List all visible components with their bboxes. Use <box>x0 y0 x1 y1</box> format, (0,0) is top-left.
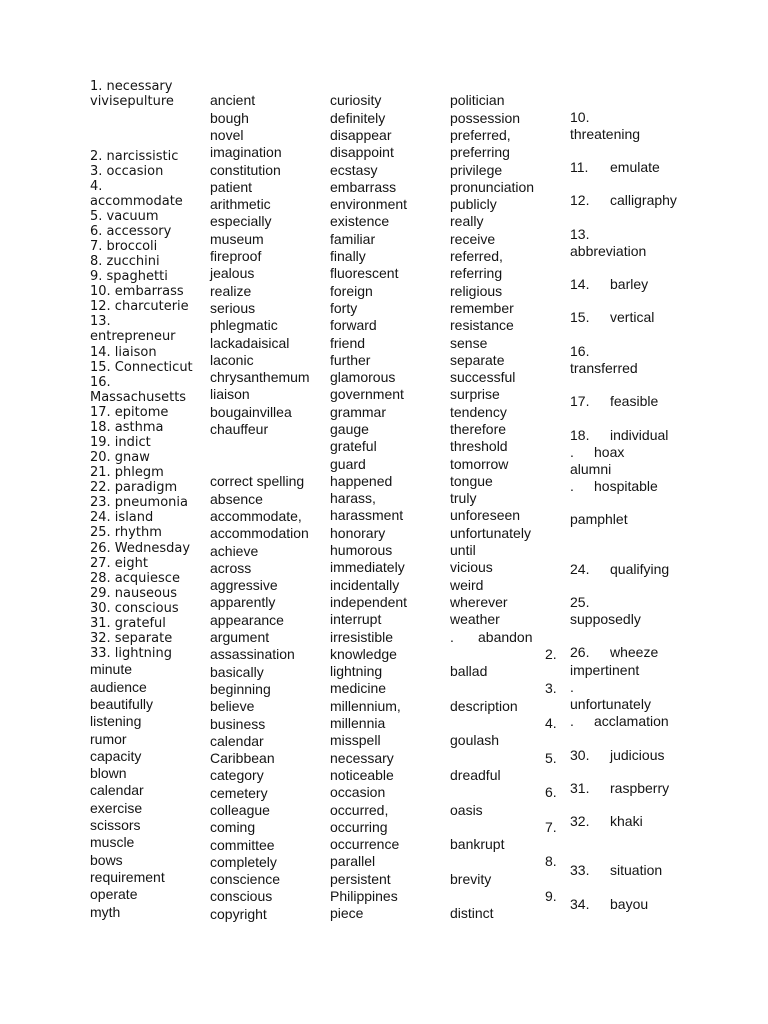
word-item: incidentally <box>330 576 400 593</box>
word-item: supposedly <box>570 611 641 628</box>
word-item: assassination <box>210 646 295 663</box>
list-title: 1. necessary <box>90 78 173 94</box>
word-item: independent <box>330 593 408 610</box>
word-item: 24. island <box>90 510 154 526</box>
word-item: goulash <box>450 732 500 749</box>
word-item: remember <box>450 299 514 316</box>
word-item: calendar <box>90 782 144 799</box>
word-item: happened <box>330 472 393 489</box>
word-item: fluorescent <box>330 265 399 282</box>
word-item: barley <box>610 276 649 293</box>
list-number-row <box>450 749 557 767</box>
word-item: 16. <box>90 374 111 390</box>
word-list-column-2-top <box>210 92 310 438</box>
word-item: transferred <box>570 360 638 377</box>
word-item: surprise <box>450 386 500 403</box>
word-item: rumor <box>90 730 127 747</box>
list-number: 16. <box>570 343 590 360</box>
word-item: forward <box>330 317 377 334</box>
word-item: 19. indict <box>90 434 151 450</box>
word-item: ecstasy <box>330 161 378 178</box>
list-number: 7. <box>545 818 557 835</box>
word-item: publicly <box>450 196 497 213</box>
word-item: millennium, <box>330 697 401 714</box>
word-item: 21. phlegm <box>90 465 164 481</box>
word-item: 2. narcissistic <box>90 148 179 164</box>
word-item: referred, <box>450 248 503 265</box>
word-item: emulate <box>610 159 660 176</box>
word-item: chauffeur <box>210 420 269 437</box>
word-item: Massachusetts <box>90 389 187 405</box>
word-item: conscious <box>210 888 273 905</box>
word-item: interrupt <box>330 611 382 628</box>
word-item: constitution <box>210 161 281 178</box>
word-item: possession <box>450 109 521 126</box>
word-item: committee <box>210 836 275 853</box>
word-item: 28. acquiesce <box>90 570 180 586</box>
word-item: privilege <box>450 161 503 178</box>
word-item: arithmetic <box>210 196 271 213</box>
word-item: liaison <box>210 386 250 403</box>
word-item: 25. rhythm <box>90 525 162 541</box>
word-item: sense <box>450 334 488 351</box>
word-item: raspberry <box>610 780 670 797</box>
word-item: weather <box>450 611 500 628</box>
word-item: 29. nauseous <box>90 585 177 601</box>
word-item: honorary <box>330 524 386 541</box>
word-item: beginning <box>210 680 271 697</box>
word-item: definitely <box>330 109 386 126</box>
word-item: wheeze <box>610 644 659 661</box>
word-item: situation <box>610 862 663 879</box>
word-item: harass, <box>330 490 376 507</box>
word-item: judicious <box>610 747 665 764</box>
word-item: hoax <box>594 444 625 461</box>
section-heading: correct spelling <box>210 473 305 490</box>
word-item: 10. embarrass <box>90 284 184 300</box>
word-item: curiosity <box>330 92 382 109</box>
word-item: 27. eight <box>90 555 149 571</box>
word-item: separate <box>450 351 505 368</box>
word-item: completely <box>210 853 277 870</box>
word-item: wherever <box>450 593 508 610</box>
word-item: absence <box>210 490 263 507</box>
list-number: 24. <box>570 561 590 578</box>
word-item: bougainvillea <box>210 403 292 420</box>
word-item: ancient <box>210 92 256 109</box>
word-item: friend <box>330 334 366 351</box>
word-item: feasible <box>610 393 659 410</box>
word-item: politician <box>450 92 505 109</box>
word-item: oasis <box>450 801 483 818</box>
word-item: 8. zucchini <box>90 254 160 270</box>
list-number: 10. <box>570 109 590 126</box>
list-number: 13. <box>570 226 590 243</box>
word-item: dreadful <box>450 766 501 783</box>
word-item: 17. epitome <box>90 404 169 420</box>
word-item: 23. pneumonia <box>90 495 188 511</box>
list-number: 26. <box>570 644 590 661</box>
word-item: 12. charcuterie <box>90 299 189 315</box>
word-item: finally <box>330 248 366 265</box>
word-item: 20. gnaw <box>90 450 150 466</box>
word-item: aggressive <box>210 577 278 594</box>
list-number-row <box>450 645 557 663</box>
word-item: colleague <box>210 801 270 818</box>
list-number: 8. <box>545 853 557 870</box>
list-bullet: . <box>570 478 574 495</box>
word-item: receive <box>450 230 496 247</box>
list-number: 34. <box>570 896 590 913</box>
word-item: really <box>450 213 484 230</box>
word-item: myth <box>90 903 121 920</box>
word-item: disappear <box>330 126 392 143</box>
list-number: 2. <box>545 645 557 662</box>
word-item: bayou <box>610 896 649 913</box>
word-item: chrysanthemum <box>210 369 310 386</box>
list-number: 4. <box>545 715 557 732</box>
word-item: familiar <box>330 230 376 247</box>
word-item: threatening <box>570 126 641 143</box>
word-item: unfortunately <box>570 696 651 713</box>
word-item: further <box>330 351 371 368</box>
word-list-column-1 <box>90 661 165 920</box>
word-item: business <box>210 715 266 732</box>
word-item: accommodation <box>210 525 309 542</box>
word-item: realize <box>210 282 252 299</box>
word-item: environment <box>330 196 408 213</box>
word-item: serious <box>210 299 256 316</box>
word-item: occurred, <box>330 801 389 818</box>
word-item: alumni <box>570 461 612 478</box>
word-item: fireproof <box>210 248 262 265</box>
word-item: accommodate <box>90 193 183 209</box>
word-item: vertical <box>610 309 655 326</box>
word-item: successful <box>450 369 516 386</box>
word-item: acclamation <box>594 713 669 730</box>
word-item: tomorrow <box>450 455 509 472</box>
list-bullet: . <box>570 444 574 461</box>
word-item: until <box>450 542 476 559</box>
word-item: calligraphy <box>610 192 677 209</box>
word-item: preferred, <box>450 126 511 143</box>
word-item: harassment <box>330 507 404 524</box>
word-item: occasion <box>330 784 386 801</box>
list-number: 30. <box>570 747 590 764</box>
word-item: foreign <box>330 282 373 299</box>
list-number-row <box>450 784 557 801</box>
list-number: 25. <box>570 594 590 611</box>
word-item: gauge <box>330 420 369 437</box>
word-item: patient <box>210 178 253 195</box>
word-item: Caribbean <box>210 750 275 767</box>
list-number: 31. <box>570 780 590 797</box>
word-item: 32. separate <box>90 631 173 646</box>
word-item: existence <box>330 213 390 230</box>
word-item: muscle <box>90 834 135 851</box>
word-item: hospitable <box>594 478 658 495</box>
word-item: resistance <box>450 317 514 334</box>
word-item: individual <box>610 427 669 444</box>
word-item: calendar <box>210 732 264 749</box>
word-item: basically <box>210 663 264 680</box>
word-item: piece <box>330 905 364 922</box>
word-item: vicious <box>450 559 493 576</box>
word-item: blown <box>90 765 127 782</box>
word-item: exercise <box>90 799 143 816</box>
word-item: pamphlet <box>570 511 628 528</box>
word-item: 4. <box>90 178 103 194</box>
word-item: phlegmatic <box>210 317 278 334</box>
word-item: scissors <box>90 817 141 834</box>
word-item: guard <box>330 455 366 472</box>
word-item: truly <box>450 490 477 507</box>
word-item: apparently <box>210 594 276 611</box>
word-item: believe <box>210 698 255 715</box>
word-item: novel <box>210 126 244 143</box>
word-item: khaki <box>610 813 643 830</box>
list-number-row <box>450 853 557 870</box>
list-bullet: . <box>450 628 454 645</box>
word-item: especially <box>210 213 272 230</box>
word-item: unfortunately <box>450 524 531 541</box>
word-item: lackadaisical <box>210 334 290 351</box>
word-item: parallel <box>330 853 376 870</box>
word-item: 13. <box>90 314 111 330</box>
word-item: 14. liaison <box>90 344 157 360</box>
word-item: 31. grateful <box>90 615 166 631</box>
list-number-row <box>450 680 557 697</box>
word-item: tendency <box>450 403 507 420</box>
word-item: grateful <box>330 438 377 455</box>
list-number: 14. <box>570 276 590 293</box>
word-list-column-2-bottom <box>210 473 309 923</box>
word-item: accommodate, <box>210 507 302 524</box>
list-number: 9. <box>545 888 557 904</box>
word-item: threshold <box>450 438 508 455</box>
word-item: 3. occasion <box>90 163 164 179</box>
word-item: ballad <box>450 663 488 680</box>
word-item: listening <box>90 713 142 730</box>
word-item: entrepreneur <box>90 329 176 345</box>
word-item: preferring <box>450 144 510 161</box>
word-item: imagination <box>210 144 282 161</box>
word-item-abandon <box>450 629 534 646</box>
list-number: 18. <box>570 427 590 444</box>
word-item: forty <box>330 299 358 316</box>
word-item: irresistible <box>330 628 394 645</box>
word-item: category <box>210 767 264 784</box>
word-list-column-3 <box>330 92 407 922</box>
word-item: coming <box>210 819 256 836</box>
word-item: 5. vacuum <box>90 208 159 224</box>
word-item: 30. conscious <box>90 600 179 616</box>
word-item: argument <box>210 629 270 646</box>
word-item: weird <box>450 576 484 593</box>
word-item: distinct <box>450 905 494 922</box>
word-item: therefore <box>450 420 507 437</box>
word-item: necessary <box>330 749 394 766</box>
list-number: 17. <box>570 393 590 410</box>
word-item: persistent <box>330 870 391 887</box>
word-item: 7. broccoli <box>90 238 158 254</box>
word-item: noticeable <box>330 766 394 783</box>
word-item: embarrass <box>330 178 397 195</box>
word-item: pronunciation <box>450 178 535 195</box>
list-number: 33. <box>570 862 590 879</box>
word-item: knowledge <box>330 645 397 662</box>
list-number: 12. <box>570 192 590 209</box>
word-item: 18. asthma <box>90 419 164 435</box>
word-item: unforeseen <box>450 507 521 524</box>
word-item: Philippines <box>330 888 398 904</box>
word-item: occurrence <box>330 836 400 853</box>
word-item: bankrupt <box>450 836 505 853</box>
word-item: impertinent <box>570 662 640 679</box>
word-list-column-4 <box>450 92 557 922</box>
word-item: appearance <box>210 611 284 628</box>
word-item: 33. lightning <box>90 646 172 662</box>
word-item: laconic <box>210 351 254 368</box>
numbered-word-list <box>90 149 193 662</box>
word-item: minute <box>90 661 133 678</box>
word-item: 15. Connecticut <box>90 359 193 375</box>
word-item: brevity <box>450 870 492 887</box>
word-item: lightning <box>330 663 383 680</box>
word-item: humorous <box>330 542 393 559</box>
word-item: millennia <box>330 715 386 732</box>
word-item: tongue <box>450 472 493 489</box>
word-item: religious <box>450 282 503 299</box>
list-number-row <box>450 715 557 732</box>
word-item: 22. paradigm <box>90 480 178 496</box>
word-item: disappoint <box>330 144 394 161</box>
word-item: jealous <box>210 265 255 282</box>
word-item: bough <box>210 109 249 126</box>
word-item: across <box>210 559 252 576</box>
word-item: immediately <box>330 559 405 576</box>
word-item: beautifully <box>90 695 154 712</box>
list-subtitle: vivisepulture <box>90 93 174 109</box>
list-number: 32. <box>570 813 590 830</box>
list-bullet: . <box>570 679 574 696</box>
word-item: occurring <box>330 818 388 835</box>
word-item: description <box>450 697 518 714</box>
word-item: capacity <box>90 747 142 764</box>
list-number: 5. <box>545 749 557 766</box>
word-item: requirement <box>90 868 165 885</box>
word-item: operate <box>90 886 138 903</box>
word-item: bows <box>90 851 123 868</box>
word-item: conscience <box>210 871 281 888</box>
word-item: audience <box>90 678 147 695</box>
list-number-row <box>450 888 557 905</box>
word-item: glamorous <box>330 369 396 386</box>
word-item: cemetery <box>210 784 268 801</box>
word-item: grammar <box>330 403 387 420</box>
word-item: abandon <box>478 628 533 645</box>
list-number: 3. <box>545 680 557 697</box>
word-item: 6. accessory <box>90 223 172 239</box>
list-number: 11. <box>570 159 589 176</box>
word-item: 26. Wednesday <box>90 540 191 556</box>
word-item: abbreviation <box>570 243 647 260</box>
word-item: misspell <box>330 732 381 749</box>
list-number: 6. <box>545 784 557 801</box>
word-item: government <box>330 386 404 403</box>
word-item: referring <box>450 265 503 282</box>
word-item: museum <box>210 230 264 247</box>
word-item: copyright <box>210 905 267 922</box>
word-item: medicine <box>330 680 387 697</box>
word-item: 9. spaghetti <box>90 269 168 285</box>
list-bullet: . <box>570 713 574 730</box>
list-number: 15. <box>570 309 590 326</box>
word-item: achieve <box>210 542 259 559</box>
list-number-row <box>450 818 557 836</box>
word-item: qualifying <box>610 561 670 578</box>
